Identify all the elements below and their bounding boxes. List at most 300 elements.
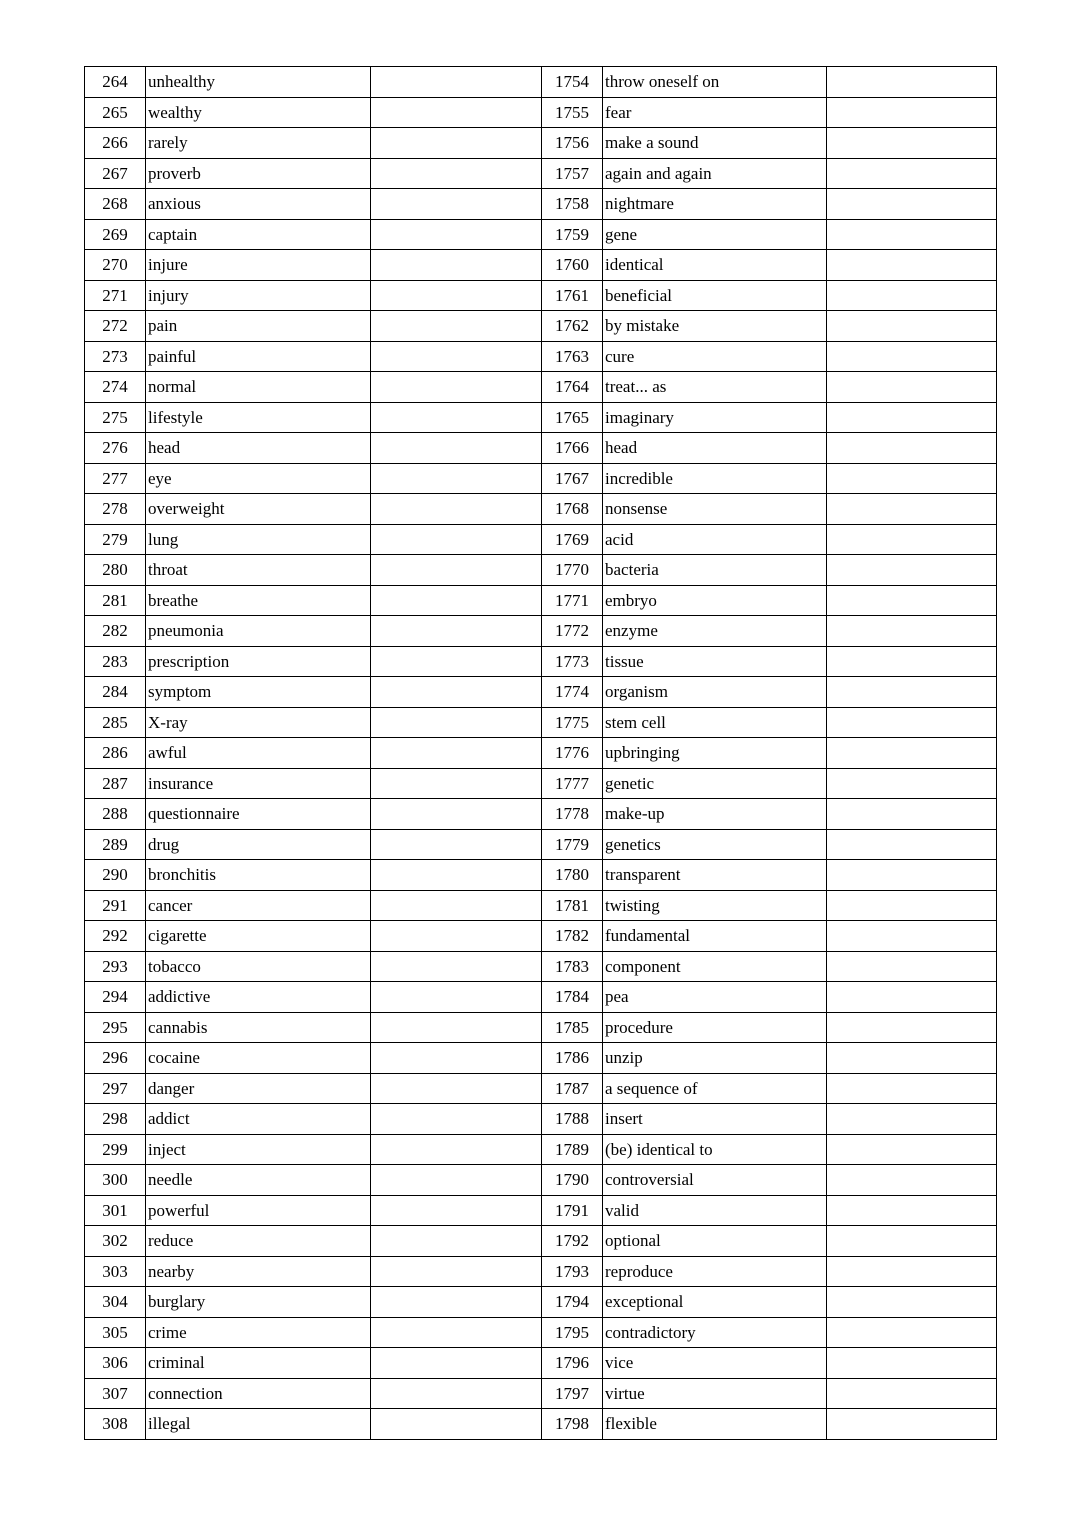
right-entry-number: 1795 <box>542 1317 603 1348</box>
left-entry-word: breathe <box>146 585 371 616</box>
right-entry-number: 1763 <box>542 341 603 372</box>
left-answer-cell[interactable] <box>371 646 542 677</box>
left-answer-cell[interactable] <box>371 982 542 1013</box>
left-entry-word: needle <box>146 1165 371 1196</box>
right-entry-word: twisting <box>603 890 827 921</box>
left-entry-number: 276 <box>85 433 146 464</box>
right-entry-number: 1773 <box>542 646 603 677</box>
left-answer-cell[interactable] <box>371 677 542 708</box>
right-entry-number: 1776 <box>542 738 603 769</box>
right-entry-number: 1788 <box>542 1104 603 1135</box>
table-row <box>85 890 997 921</box>
left-entry-number: 296 <box>85 1043 146 1074</box>
table-row <box>85 738 997 769</box>
right-entry-word: bacteria <box>603 555 827 586</box>
right-entry-number: 1785 <box>542 1012 603 1043</box>
right-entry-number: 1771 <box>542 585 603 616</box>
right-entry-word: incredible <box>603 463 827 494</box>
right-entry-number: 1772 <box>542 616 603 647</box>
right-entry-word: contradictory <box>603 1317 827 1348</box>
table-row <box>85 250 997 281</box>
table-row <box>85 585 997 616</box>
left-entry-word: danger <box>146 1073 371 1104</box>
left-entry-word: cigarette <box>146 921 371 952</box>
left-answer-cell[interactable] <box>371 1317 542 1348</box>
left-answer-cell[interactable] <box>371 829 542 860</box>
left-entry-number: 307 <box>85 1378 146 1409</box>
left-entry-word: X-ray <box>146 707 371 738</box>
right-entry-number: 1769 <box>542 524 603 555</box>
left-entry-word: overweight <box>146 494 371 525</box>
left-entry-word: awful <box>146 738 371 769</box>
right-entry-word: exceptional <box>603 1287 827 1318</box>
left-entry-number: 297 <box>85 1073 146 1104</box>
table-row <box>85 982 997 1013</box>
right-entry-word: acid <box>603 524 827 555</box>
left-entry-word: drug <box>146 829 371 860</box>
right-entry-word: transparent <box>603 860 827 891</box>
right-entry-number: 1796 <box>542 1348 603 1379</box>
left-entry-number: 264 <box>85 67 146 98</box>
table-row <box>85 524 997 555</box>
left-entry-number: 272 <box>85 311 146 342</box>
left-entry-number: 301 <box>85 1195 146 1226</box>
left-entry-number: 269 <box>85 219 146 250</box>
left-entry-word: unhealthy <box>146 67 371 98</box>
right-answer-cell[interactable] <box>827 158 997 189</box>
right-answer-cell[interactable] <box>827 1287 997 1318</box>
left-entry-number: 308 <box>85 1409 146 1440</box>
right-entry-word: fear <box>603 97 827 128</box>
right-answer-cell[interactable] <box>827 433 997 464</box>
left-answer-cell[interactable] <box>371 402 542 433</box>
right-entry-word: upbringing <box>603 738 827 769</box>
left-entry-word: pneumonia <box>146 616 371 647</box>
table-row <box>85 1348 997 1379</box>
right-entry-number: 1779 <box>542 829 603 860</box>
right-answer-cell[interactable] <box>827 128 997 159</box>
left-answer-cell[interactable] <box>371 1348 542 1379</box>
left-answer-cell[interactable] <box>371 799 542 830</box>
table-row <box>85 646 997 677</box>
right-answer-cell[interactable] <box>827 463 997 494</box>
right-entry-word: throw oneself on <box>603 67 827 98</box>
left-answer-cell[interactable] <box>371 433 542 464</box>
left-answer-cell[interactable] <box>371 1378 542 1409</box>
right-entry-number: 1786 <box>542 1043 603 1074</box>
table-row <box>85 1104 997 1135</box>
table-row <box>85 372 997 403</box>
left-entry-number: 289 <box>85 829 146 860</box>
right-entry-number: 1793 <box>542 1256 603 1287</box>
right-answer-cell[interactable] <box>827 67 997 98</box>
left-answer-cell[interactable] <box>371 1134 542 1165</box>
right-answer-cell[interactable] <box>827 616 997 647</box>
left-answer-cell[interactable] <box>371 768 542 799</box>
left-answer-cell[interactable] <box>371 890 542 921</box>
right-answer-cell[interactable] <box>827 402 997 433</box>
vocabulary-table <box>84 66 997 1440</box>
left-entry-word: illegal <box>146 1409 371 1440</box>
right-entry-word: controversial <box>603 1165 827 1196</box>
left-entry-number: 283 <box>85 646 146 677</box>
left-entry-word: lifestyle <box>146 402 371 433</box>
right-entry-number: 1782 <box>542 921 603 952</box>
left-entry-number: 278 <box>85 494 146 525</box>
left-answer-cell[interactable] <box>371 341 542 372</box>
left-entry-number: 266 <box>85 128 146 159</box>
table-row <box>85 555 997 586</box>
right-entry-word: procedure <box>603 1012 827 1043</box>
left-entry-number: 280 <box>85 555 146 586</box>
right-entry-number: 1797 <box>542 1378 603 1409</box>
right-entry-number: 1798 <box>542 1409 603 1440</box>
right-entry-number: 1781 <box>542 890 603 921</box>
right-entry-word: virtue <box>603 1378 827 1409</box>
left-entry-number: 294 <box>85 982 146 1013</box>
left-answer-cell[interactable] <box>371 585 542 616</box>
table-row <box>85 768 997 799</box>
right-entry-number: 1784 <box>542 982 603 1013</box>
left-entry-number: 290 <box>85 860 146 891</box>
table-row <box>85 433 997 464</box>
right-entry-word: valid <box>603 1195 827 1226</box>
left-entry-word: eye <box>146 463 371 494</box>
right-answer-cell[interactable] <box>827 921 997 952</box>
right-entry-number: 1790 <box>542 1165 603 1196</box>
right-entry-number: 1768 <box>542 494 603 525</box>
right-entry-word: genetics <box>603 829 827 860</box>
right-entry-number: 1770 <box>542 555 603 586</box>
right-entry-number: 1780 <box>542 860 603 891</box>
left-answer-cell[interactable] <box>371 158 542 189</box>
left-answer-cell[interactable] <box>371 372 542 403</box>
left-answer-cell[interactable] <box>371 951 542 982</box>
right-entry-number: 1759 <box>542 219 603 250</box>
right-entry-number: 1775 <box>542 707 603 738</box>
left-entry-word: lung <box>146 524 371 555</box>
right-answer-cell[interactable] <box>827 1256 997 1287</box>
right-answer-cell[interactable] <box>827 1043 997 1074</box>
left-answer-cell[interactable] <box>371 1104 542 1135</box>
left-answer-cell[interactable] <box>371 1256 542 1287</box>
right-entry-word: flexible <box>603 1409 827 1440</box>
table-row <box>85 219 997 250</box>
left-answer-cell[interactable] <box>371 1073 542 1104</box>
right-entry-word: optional <box>603 1226 827 1257</box>
right-answer-cell[interactable] <box>827 1104 997 1135</box>
table-row <box>85 1409 997 1440</box>
left-answer-cell[interactable] <box>371 463 542 494</box>
right-entry-word: pea <box>603 982 827 1013</box>
left-entry-word: throat <box>146 555 371 586</box>
left-entry-number: 287 <box>85 768 146 799</box>
table-row <box>85 341 997 372</box>
left-answer-cell[interactable] <box>371 1226 542 1257</box>
left-entry-number: 293 <box>85 951 146 982</box>
right-entry-number: 1767 <box>542 463 603 494</box>
left-entry-word: captain <box>146 219 371 250</box>
left-answer-cell[interactable] <box>371 1043 542 1074</box>
left-entry-number: 268 <box>85 189 146 220</box>
left-answer-cell[interactable] <box>371 219 542 250</box>
right-answer-cell[interactable] <box>827 1348 997 1379</box>
left-entry-word: questionnaire <box>146 799 371 830</box>
left-answer-cell[interactable] <box>371 860 542 891</box>
right-entry-word: again and again <box>603 158 827 189</box>
right-answer-cell[interactable] <box>827 585 997 616</box>
table-row <box>85 97 997 128</box>
right-entry-number: 1778 <box>542 799 603 830</box>
table-row <box>85 494 997 525</box>
left-answer-cell[interactable] <box>371 250 542 281</box>
left-entry-word: tobacco <box>146 951 371 982</box>
table-row <box>85 1134 997 1165</box>
left-entry-word: connection <box>146 1378 371 1409</box>
right-answer-cell[interactable] <box>827 1409 997 1440</box>
table-row <box>85 707 997 738</box>
right-entry-word: organism <box>603 677 827 708</box>
left-entry-number: 300 <box>85 1165 146 1196</box>
right-entry-word: stem cell <box>603 707 827 738</box>
left-entry-word: injury <box>146 280 371 311</box>
left-entry-number: 277 <box>85 463 146 494</box>
left-answer-cell[interactable] <box>371 97 542 128</box>
table-row <box>85 1317 997 1348</box>
right-entry-word: beneficial <box>603 280 827 311</box>
table-row <box>85 1073 997 1104</box>
table-row <box>85 311 997 342</box>
right-answer-cell[interactable] <box>827 799 997 830</box>
left-entry-word: inject <box>146 1134 371 1165</box>
right-entry-number: 1758 <box>542 189 603 220</box>
left-entry-word: proverb <box>146 158 371 189</box>
left-entry-word: cocaine <box>146 1043 371 1074</box>
right-entry-number: 1783 <box>542 951 603 982</box>
left-entry-number: 271 <box>85 280 146 311</box>
table-row <box>85 677 997 708</box>
right-answer-cell[interactable] <box>827 1378 997 1409</box>
table-row <box>85 1165 997 1196</box>
left-answer-cell[interactable] <box>371 189 542 220</box>
left-entry-word: nearby <box>146 1256 371 1287</box>
right-answer-cell[interactable] <box>827 372 997 403</box>
left-entry-word: normal <box>146 372 371 403</box>
right-entry-number: 1787 <box>542 1073 603 1104</box>
left-answer-cell[interactable] <box>371 1287 542 1318</box>
table-row <box>85 1043 997 1074</box>
table-row <box>85 1012 997 1043</box>
right-answer-cell[interactable] <box>827 555 997 586</box>
table-row <box>85 1256 997 1287</box>
left-entry-number: 284 <box>85 677 146 708</box>
left-entry-number: 288 <box>85 799 146 830</box>
left-entry-number: 273 <box>85 341 146 372</box>
left-entry-number: 275 <box>85 402 146 433</box>
right-entry-number: 1764 <box>542 372 603 403</box>
table-row <box>85 128 997 159</box>
table-row <box>85 463 997 494</box>
right-entry-number: 1761 <box>542 280 603 311</box>
right-entry-word: head <box>603 433 827 464</box>
table-row <box>85 921 997 952</box>
left-answer-cell[interactable] <box>371 128 542 159</box>
left-answer-cell[interactable] <box>371 1165 542 1196</box>
table-row <box>85 1195 997 1226</box>
right-entry-number: 1792 <box>542 1226 603 1257</box>
left-entry-number: 291 <box>85 890 146 921</box>
right-answer-cell[interactable] <box>827 829 997 860</box>
left-entry-word: cannabis <box>146 1012 371 1043</box>
right-entry-number: 1754 <box>542 67 603 98</box>
left-entry-word: pain <box>146 311 371 342</box>
left-entry-number: 303 <box>85 1256 146 1287</box>
left-answer-cell[interactable] <box>371 707 542 738</box>
right-answer-cell[interactable] <box>827 341 997 372</box>
right-entry-word: treat... as <box>603 372 827 403</box>
table-row <box>85 951 997 982</box>
left-answer-cell[interactable] <box>371 280 542 311</box>
table-row <box>85 1226 997 1257</box>
right-answer-cell[interactable] <box>827 1226 997 1257</box>
table-row <box>85 158 997 189</box>
vocabulary-table-body <box>85 67 997 1440</box>
right-answer-cell[interactable] <box>827 951 997 982</box>
left-answer-cell[interactable] <box>371 524 542 555</box>
right-answer-cell[interactable] <box>827 1195 997 1226</box>
right-entry-number: 1765 <box>542 402 603 433</box>
right-answer-cell[interactable] <box>827 524 997 555</box>
left-entry-word: prescription <box>146 646 371 677</box>
right-entry-word: nonsense <box>603 494 827 525</box>
left-entry-number: 298 <box>85 1104 146 1135</box>
left-entry-number: 286 <box>85 738 146 769</box>
left-entry-number: 279 <box>85 524 146 555</box>
left-entry-number: 285 <box>85 707 146 738</box>
right-entry-number: 1755 <box>542 97 603 128</box>
left-entry-word: cancer <box>146 890 371 921</box>
left-answer-cell[interactable] <box>371 1409 542 1440</box>
table-row <box>85 189 997 220</box>
right-answer-cell[interactable] <box>827 1165 997 1196</box>
left-entry-number: 295 <box>85 1012 146 1043</box>
left-answer-cell[interactable] <box>371 738 542 769</box>
right-answer-cell[interactable] <box>827 280 997 311</box>
right-answer-cell[interactable] <box>827 677 997 708</box>
left-answer-cell[interactable] <box>371 921 542 952</box>
right-answer-cell[interactable] <box>827 646 997 677</box>
right-entry-word: gene <box>603 219 827 250</box>
right-entry-number: 1757 <box>542 158 603 189</box>
left-entry-word: insurance <box>146 768 371 799</box>
right-entry-word: make-up <box>603 799 827 830</box>
left-entry-word: symptom <box>146 677 371 708</box>
left-entry-number: 292 <box>85 921 146 952</box>
left-answer-cell[interactable] <box>371 616 542 647</box>
left-answer-cell[interactable] <box>371 494 542 525</box>
right-answer-cell[interactable] <box>827 1012 997 1043</box>
left-answer-cell[interactable] <box>371 1012 542 1043</box>
right-entry-word: imaginary <box>603 402 827 433</box>
right-answer-cell[interactable] <box>827 250 997 281</box>
left-entry-word: injure <box>146 250 371 281</box>
left-entry-number: 267 <box>85 158 146 189</box>
right-entry-number: 1766 <box>542 433 603 464</box>
left-entry-number: 304 <box>85 1287 146 1318</box>
right-answer-cell[interactable] <box>827 890 997 921</box>
table-row <box>85 799 997 830</box>
right-entry-word: tissue <box>603 646 827 677</box>
left-entry-word: head <box>146 433 371 464</box>
right-entry-word: nightmare <box>603 189 827 220</box>
left-entry-number: 281 <box>85 585 146 616</box>
right-answer-cell[interactable] <box>827 982 997 1013</box>
left-entry-word: addict <box>146 1104 371 1135</box>
right-entry-number: 1794 <box>542 1287 603 1318</box>
left-entry-word: crime <box>146 1317 371 1348</box>
right-answer-cell[interactable] <box>827 219 997 250</box>
right-entry-word: make a sound <box>603 128 827 159</box>
right-entry-word: genetic <box>603 768 827 799</box>
right-answer-cell[interactable] <box>827 494 997 525</box>
right-entry-word: identical <box>603 250 827 281</box>
left-entry-number: 270 <box>85 250 146 281</box>
right-entry-number: 1762 <box>542 311 603 342</box>
right-entry-number: 1791 <box>542 1195 603 1226</box>
right-entry-word: reproduce <box>603 1256 827 1287</box>
right-answer-cell[interactable] <box>827 1317 997 1348</box>
right-entry-number: 1760 <box>542 250 603 281</box>
left-answer-cell[interactable] <box>371 1195 542 1226</box>
right-answer-cell[interactable] <box>827 768 997 799</box>
table-row <box>85 1378 997 1409</box>
left-entry-word: painful <box>146 341 371 372</box>
right-answer-cell[interactable] <box>827 311 997 342</box>
right-answer-cell[interactable] <box>827 1073 997 1104</box>
right-entry-word: a sequence of <box>603 1073 827 1104</box>
left-entry-number: 282 <box>85 616 146 647</box>
right-entry-word: cure <box>603 341 827 372</box>
right-answer-cell[interactable] <box>827 1134 997 1165</box>
right-answer-cell[interactable] <box>827 860 997 891</box>
right-answer-cell[interactable] <box>827 738 997 769</box>
left-answer-cell[interactable] <box>371 311 542 342</box>
right-answer-cell[interactable] <box>827 97 997 128</box>
right-entry-number: 1774 <box>542 677 603 708</box>
right-entry-word: component <box>603 951 827 982</box>
right-entry-word: embryo <box>603 585 827 616</box>
right-answer-cell[interactable] <box>827 707 997 738</box>
right-entry-word: by mistake <box>603 311 827 342</box>
table-row <box>85 402 997 433</box>
left-entry-word: reduce <box>146 1226 371 1257</box>
right-answer-cell[interactable] <box>827 189 997 220</box>
left-answer-cell[interactable] <box>371 555 542 586</box>
right-entry-word: vice <box>603 1348 827 1379</box>
left-entry-number: 305 <box>85 1317 146 1348</box>
left-entry-number: 274 <box>85 372 146 403</box>
left-entry-word: anxious <box>146 189 371 220</box>
left-entry-word: bronchitis <box>146 860 371 891</box>
left-answer-cell[interactable] <box>371 67 542 98</box>
left-entry-number: 306 <box>85 1348 146 1379</box>
left-entry-number: 265 <box>85 97 146 128</box>
table-row <box>85 829 997 860</box>
table-row <box>85 67 997 98</box>
left-entry-word: wealthy <box>146 97 371 128</box>
left-entry-word: burglary <box>146 1287 371 1318</box>
right-entry-word: unzip <box>603 1043 827 1074</box>
